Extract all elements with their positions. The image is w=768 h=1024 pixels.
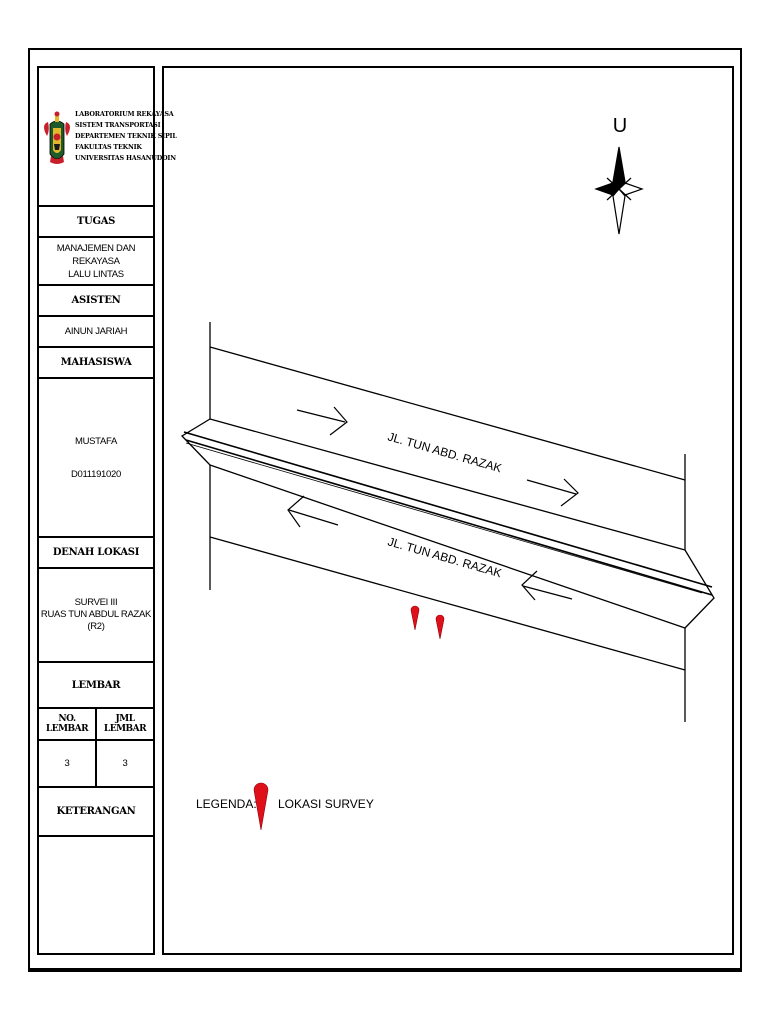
- title-block: [37, 66, 177, 955]
- jml-lembar-value: 3: [122, 758, 128, 769]
- mahasiswa-nim: D011191020: [70, 468, 121, 480]
- denah-line: (R2): [87, 621, 105, 632]
- denah-line: RUAS TUN ABDUL RAZAK: [40, 609, 152, 620]
- jml-lembar-label: JML LEMBAR: [103, 714, 147, 734]
- survey-location-marker: [436, 615, 444, 639]
- tugas-value: [39, 238, 153, 286]
- keterangan-header: KETERANGAN: [39, 788, 153, 837]
- lembar-subheader: [39, 709, 153, 741]
- denah-lokasi-value: [39, 569, 153, 663]
- location-map-panel: [162, 66, 734, 955]
- keterangan-value: [39, 837, 153, 953]
- mahasiswa-value: [39, 379, 153, 538]
- lembar-header: LEMBAR: [39, 663, 153, 709]
- mahasiswa-name: MUSTAFA: [74, 435, 118, 447]
- north-label: U: [612, 115, 628, 137]
- lembar-values: [39, 741, 153, 788]
- road-outline: [182, 322, 714, 722]
- institution-header: [39, 68, 177, 207]
- university-seal-icon: [42, 104, 72, 170]
- tugas-header: TUGAS: [39, 207, 153, 238]
- asisten-value: AINUN JARIAH: [39, 317, 153, 348]
- institution-line: DEPARTEMEN TEKNIK SIPIL: [75, 132, 177, 140]
- denah-lokasi-header: DENAH LOKASI: [39, 538, 153, 569]
- road-location-map: [164, 68, 736, 957]
- no-lembar-value: 3: [39, 741, 97, 786]
- survey-location-marker: [411, 606, 419, 630]
- institution-line: UNIVERSITAS HASANUDDIN: [75, 154, 176, 162]
- no-lembar-label: NO. LEMBAR: [39, 709, 97, 739]
- mahasiswa-header: MAHASISWA: [39, 348, 153, 379]
- tugas-value-line: MANAJEMEN DAN REKAYASA: [56, 242, 136, 267]
- institution-line: LABORATORIUM REKAYASA: [75, 110, 174, 118]
- institution-line: FAKULTAS TEKNIK: [75, 143, 142, 151]
- map-legend: [196, 783, 374, 830]
- tugas-value-line: LALU LINTAS: [68, 268, 124, 280]
- institution-line: SISTEM TRANSPORTASI: [75, 121, 161, 129]
- legend-item-label: LOKASI SURVEY: [278, 797, 374, 811]
- road-name-lower: JL. TUN ABD. RAZAK: [386, 534, 504, 581]
- denah-line: SURVEI III: [74, 597, 118, 608]
- legend-label: LEGENDA:: [196, 797, 257, 811]
- compass-icon: [596, 147, 642, 234]
- asisten-header: ASISTEN: [39, 286, 153, 317]
- frame-bottom-rule: [28, 969, 742, 972]
- road-name-upper: JL. TUN ABD. RAZAK: [386, 429, 504, 476]
